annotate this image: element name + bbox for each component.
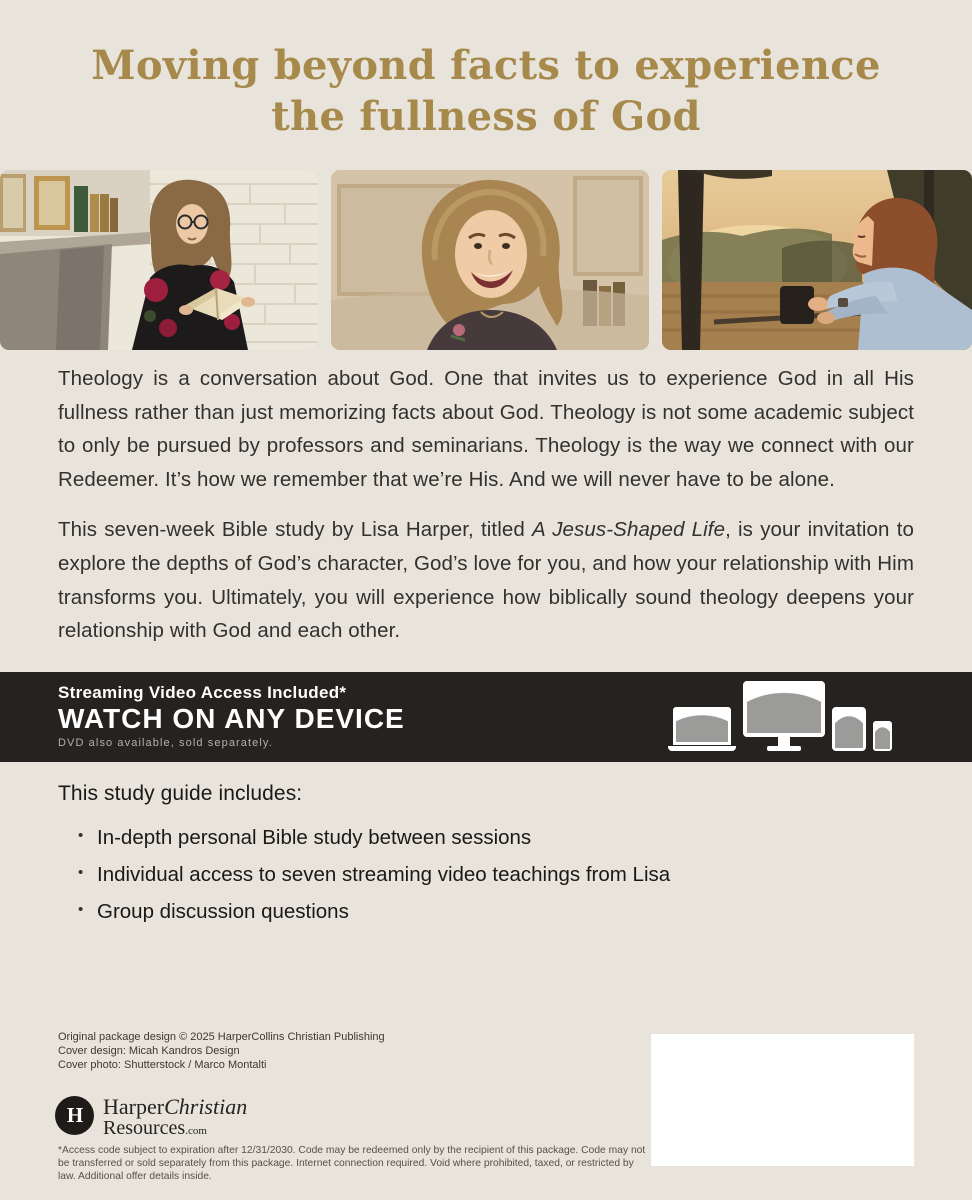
paragraph-1 xyxy=(58,362,914,496)
photo-outdoors-illustration xyxy=(662,170,972,350)
publisher-name-roman: Harper xyxy=(103,1094,165,1119)
photo-strip xyxy=(0,170,972,350)
paragraph-2-post: , is your invitation to explore the depths of God’s character, God’s love for you, and how your relationship with Him transforms you. Ultimately, you will experience how biblically sound theology deepens your relationship with God and each other. xyxy=(58,518,914,643)
bullet-icon: • xyxy=(78,901,84,918)
headline xyxy=(0,40,972,142)
credit-line: Cover design: Micah Kandros Design xyxy=(58,1045,240,1057)
credit-line: Cover photo: Shutterstock / Marco Montalti xyxy=(58,1059,267,1071)
publisher-domain-suffix: .com xyxy=(185,1125,207,1137)
tablet-icon xyxy=(832,707,866,751)
laptop-icon xyxy=(668,707,736,751)
includes-heading: This study guide includes: xyxy=(58,782,303,805)
list-item-text: Group discussion questions xyxy=(97,900,349,923)
photo-smiling-closeup xyxy=(331,170,649,350)
bullet-icon: • xyxy=(78,864,84,881)
legal-footnote: *Access code subject to expiration after 12/31/2030. Code may be redeemed only by the recipient of this package. Code may not be transferred or sold separately from this package. Internet connection required. Void where prohibited, taxed, or restricted by law. Additional offer details inside. xyxy=(58,1145,646,1182)
design-credits xyxy=(58,1030,385,1072)
streaming-banner-text xyxy=(58,683,405,749)
list-item-text: In-depth personal Bible study between sessions xyxy=(97,826,532,849)
dvd-note-label: DVD also available, sold separately. xyxy=(58,737,273,750)
list-item xyxy=(78,863,670,887)
list-item xyxy=(78,900,670,924)
study-guide-includes xyxy=(58,782,670,937)
publisher-resources-label: Resources xyxy=(103,1117,186,1139)
phone-icon xyxy=(873,721,892,751)
photo-smiling-illustration xyxy=(331,170,649,350)
headline-line-2: the fullness of God xyxy=(271,93,701,141)
barcode-placeholder-box xyxy=(651,1034,914,1166)
streaming-banner xyxy=(0,672,972,762)
photo-reading-fireplace xyxy=(0,170,318,350)
bullet-icon: • xyxy=(78,827,84,844)
paragraph-2 xyxy=(58,513,914,647)
publisher-logo xyxy=(55,1096,247,1141)
desktop-monitor-icon xyxy=(743,681,825,751)
study-title-italic: A Jesus-Shaped Life xyxy=(532,518,726,542)
description-copy xyxy=(58,362,914,665)
headline-line-1: Moving beyond facts to experience xyxy=(91,42,881,89)
streaming-access-label: Streaming Video Access Included* xyxy=(58,683,347,702)
device-icons xyxy=(668,681,892,751)
credit-line: Original package design © 2025 HarperCollins Christian Publishing xyxy=(58,1031,385,1043)
list-item-text: Individual access to seven streaming video teachings from Lisa xyxy=(97,863,671,886)
list-item xyxy=(78,826,670,850)
watch-any-device-label: WATCH ON ANY DEVICE xyxy=(58,703,405,734)
publisher-name xyxy=(103,1096,247,1141)
photo-reading-illustration xyxy=(0,170,318,350)
paragraph-1-text: Theology is a conversation about God. One that invites us to experience God in all His fullness rather than just memorizing facts about God. Theology is not some academic subject to only be pursued by professors and seminarians. Theology is the way we connect with our Redeemer. It’s how we remember that we’re His. And we will never have to be alone. xyxy=(58,367,914,491)
publisher-name-italic: Christian xyxy=(164,1094,248,1119)
paragraph-2-pre: This seven-week Bible study by Lisa Harper, titled xyxy=(58,518,533,542)
harper-monogram-icon: H xyxy=(55,1096,94,1135)
includes-list xyxy=(78,826,670,924)
photo-outdoors-sunset xyxy=(662,170,972,350)
